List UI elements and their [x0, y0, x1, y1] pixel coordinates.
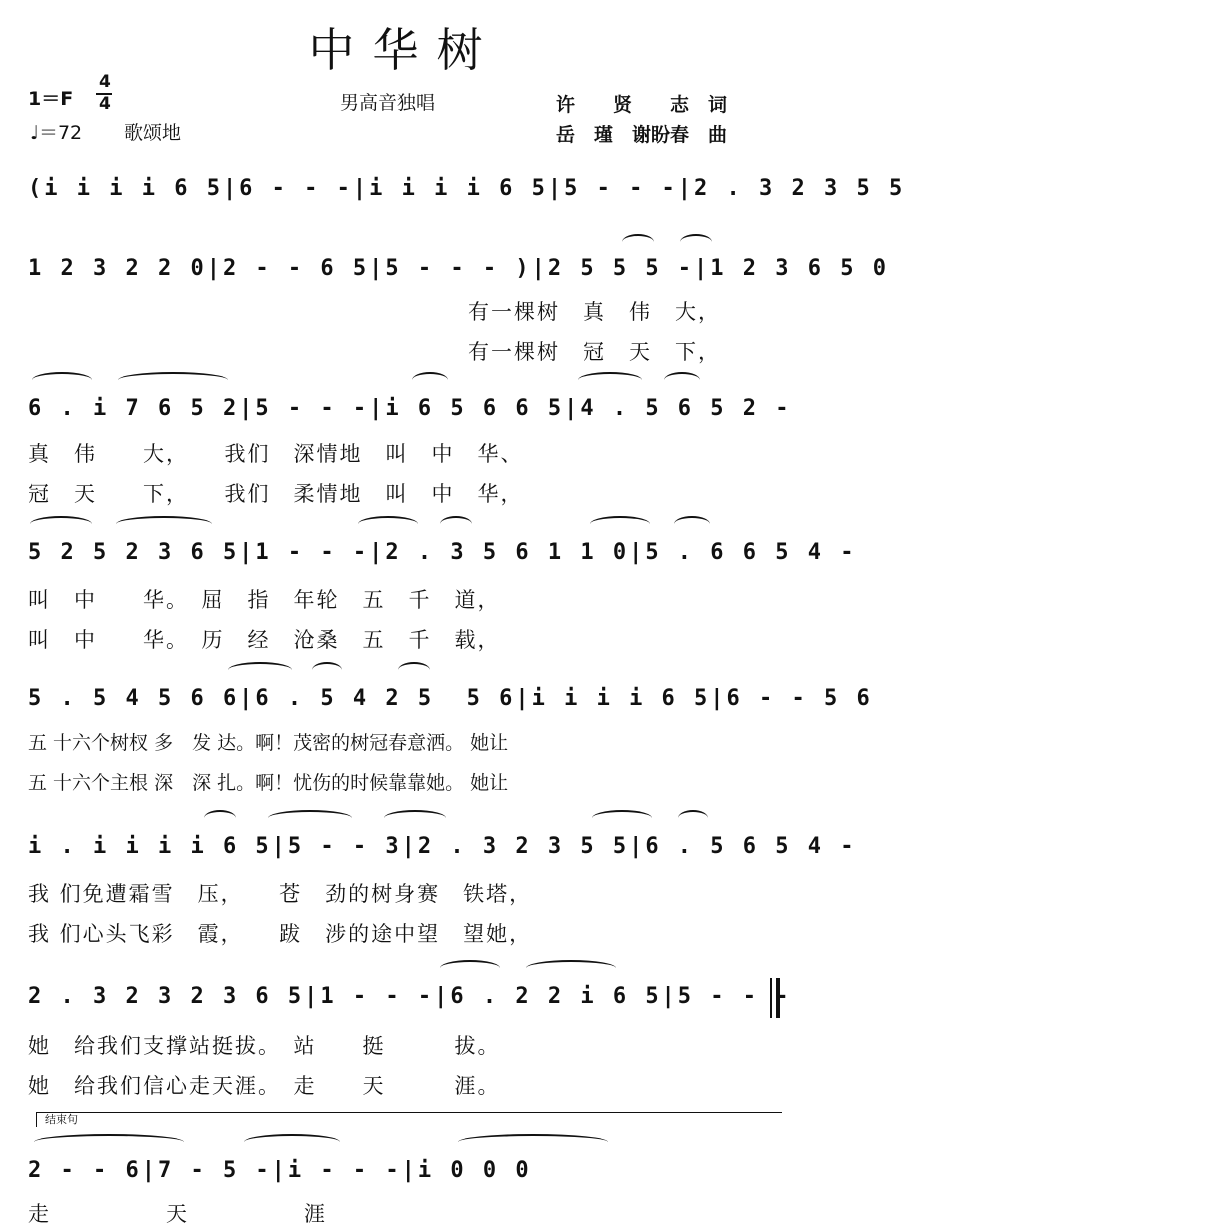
- notes-line-8: 2 - - 6|7 - 5 -|i - - -|i 0 0 0: [28, 1158, 532, 1183]
- slur: [674, 516, 710, 532]
- expression-marking: 歌颂地: [124, 122, 182, 144]
- slur: [244, 1134, 340, 1150]
- coda-label: 结束句: [45, 1113, 78, 1126]
- slur: [440, 516, 472, 532]
- lyrics-verse2-line2: 冠 天 下， 我们 柔情地 叫 中 华，: [28, 482, 524, 506]
- score-line-4: [28, 530, 857, 580]
- time-signature-top: 4: [99, 72, 111, 92]
- slur: [578, 372, 642, 388]
- slur: [384, 810, 446, 826]
- slur: [30, 516, 92, 532]
- score-line-6: [28, 824, 857, 874]
- score-line-5: [28, 676, 873, 726]
- slur: [678, 810, 708, 826]
- notes-line-7: 2 . 3 2 3 2 3 6 5|1 - - -|6 . 2 2 i 6 5|5 - - -: [28, 984, 792, 1009]
- key-signature: 1＝F: [28, 88, 74, 110]
- lyrics-verse1-line6: 她 给我们支撑站挺拔。 站 挺 拔。: [28, 1034, 501, 1058]
- coda-bracket: [36, 1112, 782, 1127]
- slur: [458, 1134, 608, 1150]
- lyricist-credit: 许 贤 志 词: [556, 94, 728, 116]
- lyrics-verse1-line4: 五 十六个树杈 多 发 达。啊！茂密的树冠春意洒。 她让: [28, 732, 509, 754]
- slur: [118, 372, 228, 388]
- slur: [268, 810, 352, 826]
- notes-line-2: 1 2 3 2 2 0|2 - - 6 5|5 - - - )|2 5 5 5 -|1 2 3 6 5 0: [28, 256, 889, 281]
- lyrics-coda: 走 天 涯: [28, 1202, 327, 1226]
- score-line-7: [28, 974, 792, 1024]
- performance-note: 男高音独唱: [340, 92, 436, 114]
- slur: [228, 662, 292, 678]
- notes-line-4: 5 2 5 2 3 6 5|1 - - -|2 . 3 5 6 1 1 0|5 . 6 6 5 4 -: [28, 540, 857, 565]
- tempo-marking: ♩＝72: [30, 122, 83, 144]
- slur: [358, 516, 418, 532]
- lyrics-verse2-line6: 她 给我们信心走天涯。 走 天 涯。: [28, 1074, 501, 1098]
- lyrics-verse1-line3: 叫 中 华。 屈 指 年轮 五 千 道，: [28, 588, 501, 612]
- time-signature-bottom: 4: [99, 94, 111, 114]
- slur: [526, 960, 616, 976]
- lyrics-verse2-line4: 五 十六个主根 深 深 扎。啊！忧伤的时候靠靠她。 她让: [28, 772, 509, 794]
- slur: [680, 234, 712, 250]
- slur: [34, 1134, 184, 1150]
- lyrics-verse1-line5: 我 们免遭霜雪 压， 苍 劲的树身赛 铁塔，: [28, 882, 533, 906]
- score-line-2: [28, 246, 889, 296]
- lyrics-verse2-line3: 叫 中 华。 历 经 沧桑 五 千 载，: [28, 628, 501, 652]
- score-line-3: [28, 386, 792, 436]
- lyrics-verse2-line1: 有一棵树 冠 天 下，: [468, 340, 721, 364]
- slur: [312, 662, 342, 678]
- notes-line-3: 6 . i 7 6 5 2|5 - - -|i 6 5 6 6 5|4 . 5 6 5 2 -: [28, 396, 792, 421]
- composer-credit: 岳 瑾 谢盼春 曲: [556, 124, 728, 146]
- slur: [116, 516, 212, 532]
- repeat-barline: [770, 978, 780, 1018]
- slur: [412, 372, 448, 388]
- slur: [622, 234, 654, 250]
- song-title: 中华树: [308, 23, 501, 77]
- lyrics-verse1-line1: 有一棵树 真 伟 大，: [468, 300, 721, 324]
- lyrics-verse1-line2: 真 伟 大， 我们 深情地 叫 中 华、: [28, 442, 524, 466]
- notes-line-5: 5 . 5 4 5 6 6|6 . 5 4 2 5 5 6|i i i i 6 5|6 - - 5 6: [28, 686, 873, 711]
- slur: [590, 516, 650, 532]
- notes-line-1: (i i i i 6 5|6 - - -|i i i i 6 5|5 - - -|2 . 3 2 3 5 5: [28, 176, 906, 201]
- slur: [398, 662, 430, 678]
- slur: [440, 960, 500, 976]
- slur: [204, 810, 236, 826]
- score-line-8: [28, 1148, 780, 1198]
- slur: [592, 810, 652, 826]
- slur: [664, 372, 700, 388]
- notes-line-6: i . i i i i 6 5|5 - - 3|2 . 3 2 3 5 5|6 . 5 6 5 4 -: [28, 834, 857, 859]
- lyrics-verse2-line5: 我 们心头飞彩 霞， 跋 涉的途中望 望她，: [28, 922, 533, 946]
- slur: [32, 372, 92, 388]
- score-line-1: [28, 166, 906, 216]
